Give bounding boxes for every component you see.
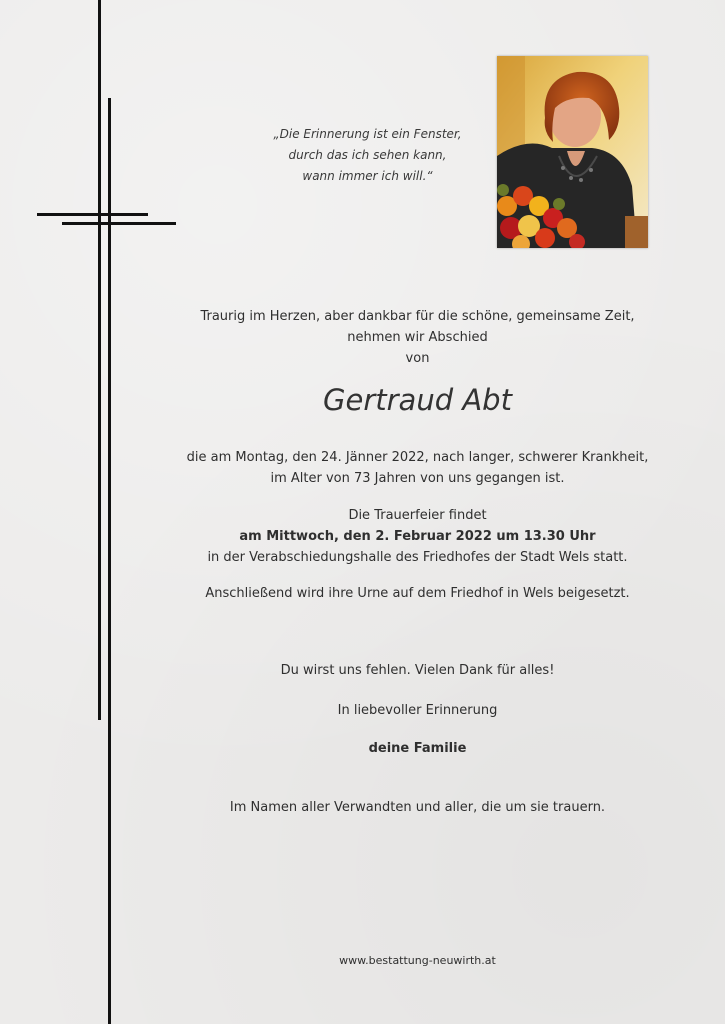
website-footer — [130, 950, 705, 971]
portrait-illustration — [497, 56, 648, 248]
memory-text — [130, 700, 705, 721]
intro-line: nehmen wir Abschied — [347, 330, 488, 345]
memorial-quote — [255, 124, 480, 187]
death-notice — [130, 447, 705, 489]
death-line: im Alter von 73 Jahren von uns gegangen ist. — [270, 471, 565, 486]
urn-line: Anschließend wird ihre Urne auf dem Friedhof in Wels beigesetzt. — [205, 586, 630, 601]
ceremony-location: in der Verabschiedungshalle des Friedhofes der Stadt Wels statt. — [207, 550, 628, 565]
miss-you-text — [130, 660, 705, 681]
intro-line: von — [405, 351, 430, 366]
website-link: www.bestattung-neuwirth.at — [339, 954, 496, 967]
portrait-photo — [497, 56, 648, 248]
cross-vertical-line-1 — [98, 0, 101, 720]
quote-line: wann immer ich will.“ — [302, 169, 433, 183]
cross-vertical-line-2 — [108, 98, 111, 1024]
memory-line: In liebevoller Erinnerung — [337, 703, 498, 718]
death-line: die am Montag, den 24. Jänner 2022, nach langer, schwerer Krankheit, — [186, 450, 649, 465]
intro-text — [130, 306, 705, 369]
ceremony-details — [130, 505, 705, 568]
quote-line: „Die Erinnerung ist ein Fenster, — [273, 127, 462, 141]
relatives-text — [130, 797, 705, 818]
ceremony-date: am Mittwoch, den 2. Februar 2022 um 13.30 Uhr — [239, 529, 596, 544]
cross-horizontal-line-2 — [62, 222, 176, 225]
intro-line: Traurig im Herzen, aber dankbar für die schöne, gemeinsame Zeit, — [200, 309, 635, 324]
deceased-name: Gertraud Abt — [323, 383, 512, 417]
relatives-line: Im Namen aller Verwandten und aller, die um sie trauern. — [229, 800, 606, 815]
family-line: deine Familie — [368, 741, 467, 756]
urn-burial-text — [130, 583, 705, 604]
quote-line: durch das ich sehen kann, — [288, 148, 447, 162]
cross-horizontal-line-1 — [37, 213, 148, 216]
miss-you-line: Du wirst uns fehlen. Vielen Dank für alles! — [280, 663, 555, 678]
ceremony-line: Die Trauerfeier findet — [348, 508, 487, 523]
family-signature — [130, 738, 705, 759]
